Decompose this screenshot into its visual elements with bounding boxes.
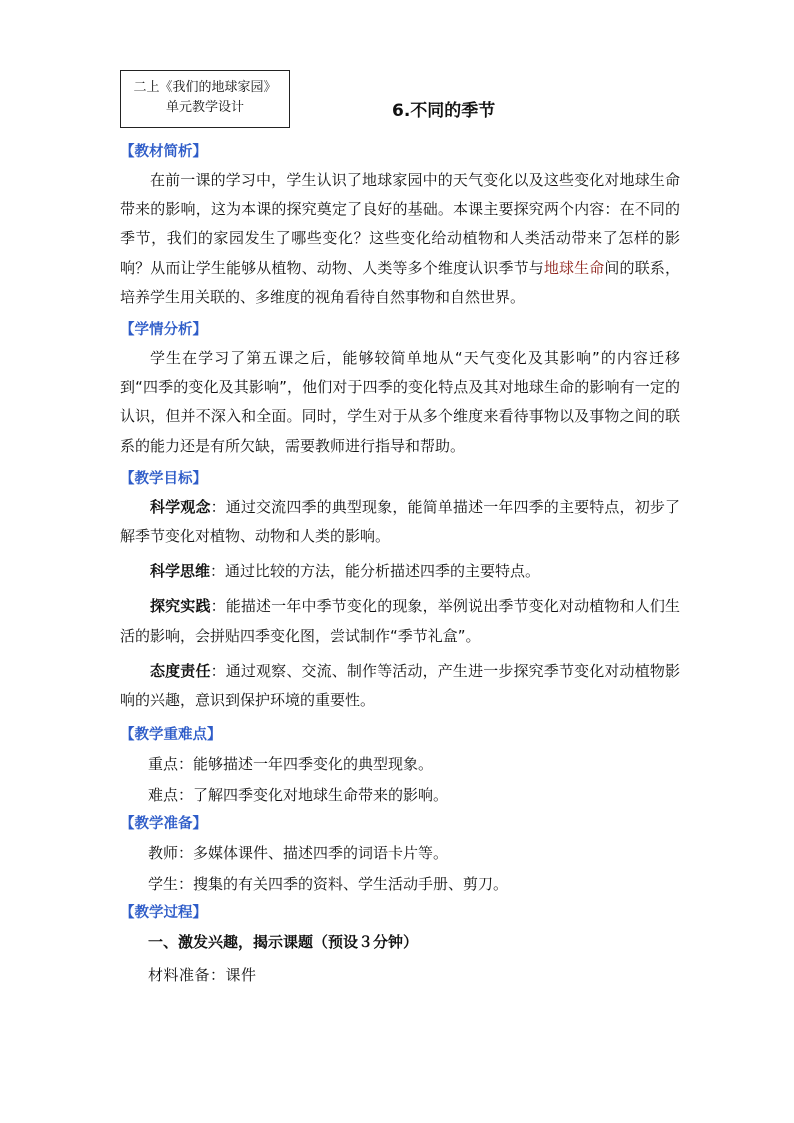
heading-key-difficult-points: 【教学重难点】 — [120, 727, 222, 744]
goal-science-thinking — [120, 557, 680, 586]
textbook-text-highlight: 地球生命 — [543, 258, 605, 277]
key-point: 重点：能够描述一年四季变化的典型现象。 — [148, 755, 434, 774]
textbook-analysis-text — [120, 166, 680, 312]
goal-label: 探究实践 — [150, 597, 211, 616]
process-step-1: 一、激发兴趣，揭示课题（预设３分钟） — [148, 933, 419, 952]
unit-name: 二上《我们的地球家园》 — [133, 80, 277, 95]
goal-text: ：通过观察、交流、制作等活动，产生进一步探究季节变化对动植物影响的兴趣，意识到保护环境的重要性。 — [120, 661, 680, 710]
teacher-preparation: 教师：多媒体课件、描述四季的词语卡片等。 — [148, 844, 449, 863]
goal-text: ：通过交流四季的典型现象，能简单描述一年四季的主要特点，初步了解季节变化对植物、动物和人类的影响。 — [120, 497, 680, 546]
goal-science-concept — [120, 493, 680, 551]
textbook-text-part1: 在前一课的学习中，学生认识了地球家园中的天气变化以及这些变化对地球生命带来的影响，这为本课的探究奠定了良好的基础。本课主要探究两个内容：在不同的季节，我们的家园发生了哪些变化？这些变化给动植物和人类活动带来了怎样的影响？从而让学生能够从植物、动物、人类等多个维度认识季节与 — [120, 171, 680, 277]
goal-inquiry-practice — [120, 592, 680, 650]
unit-subtitle: 单元教学设计 — [165, 100, 244, 115]
difficult-point: 难点：了解四季变化对地球生命带来的影响。 — [148, 785, 449, 804]
goal-label: 科学思维 — [150, 562, 211, 581]
goal-text: ：通过比较的方法，能分析描述四季的主要特点。 — [210, 562, 541, 581]
goal-label: 态度责任 — [150, 661, 211, 680]
heading-student-analysis: 【学情分析】 — [120, 322, 207, 339]
goal-text: ：能描述一年中季节变化的现象，举例说出季节变化对动植物和人们生活的影响，会拼贴四季变化图，尝试制作“季节礼盒”。 — [120, 597, 680, 645]
heading-teaching-goals: 【教学目标】 — [120, 470, 207, 487]
materials-preparation: 材料准备：课件 — [148, 966, 257, 985]
student-analysis-text: 学生在学习了第五课之后，能够较简单地从“天气变化及其影响”的内容迁移到“四季的变化及其影响”，他们对于四季的变化特点及其对地球生命的影响有一定的认识，但并不深入和全面。同时，学生对于从多个维度来看待事物以及事物之间的联系的能力还是有所欠缺，需要教师进行指导和帮助。 — [120, 349, 680, 455]
heading-textbook-analysis: 【教材简析】 — [120, 144, 207, 160]
textbook-text-part2: 间的联系，培养学生用关联的、多维度的视角看待自然事物和自然世界。 — [120, 258, 680, 306]
goal-label: 科学观念 — [150, 497, 211, 516]
heading-teaching-process: 【教学过程】 — [120, 905, 207, 922]
lesson-title: 6.不同的季节 — [392, 101, 496, 121]
goal-attitude-responsibility — [120, 657, 680, 715]
unit-info-box — [120, 70, 290, 128]
lesson-plan-body — [120, 138, 680, 993]
heading-teaching-preparation: 【教学准备】 — [120, 816, 207, 833]
student-preparation: 学生：搜集的有关四季的资料、学生活动手册、剪刀。 — [148, 874, 509, 893]
